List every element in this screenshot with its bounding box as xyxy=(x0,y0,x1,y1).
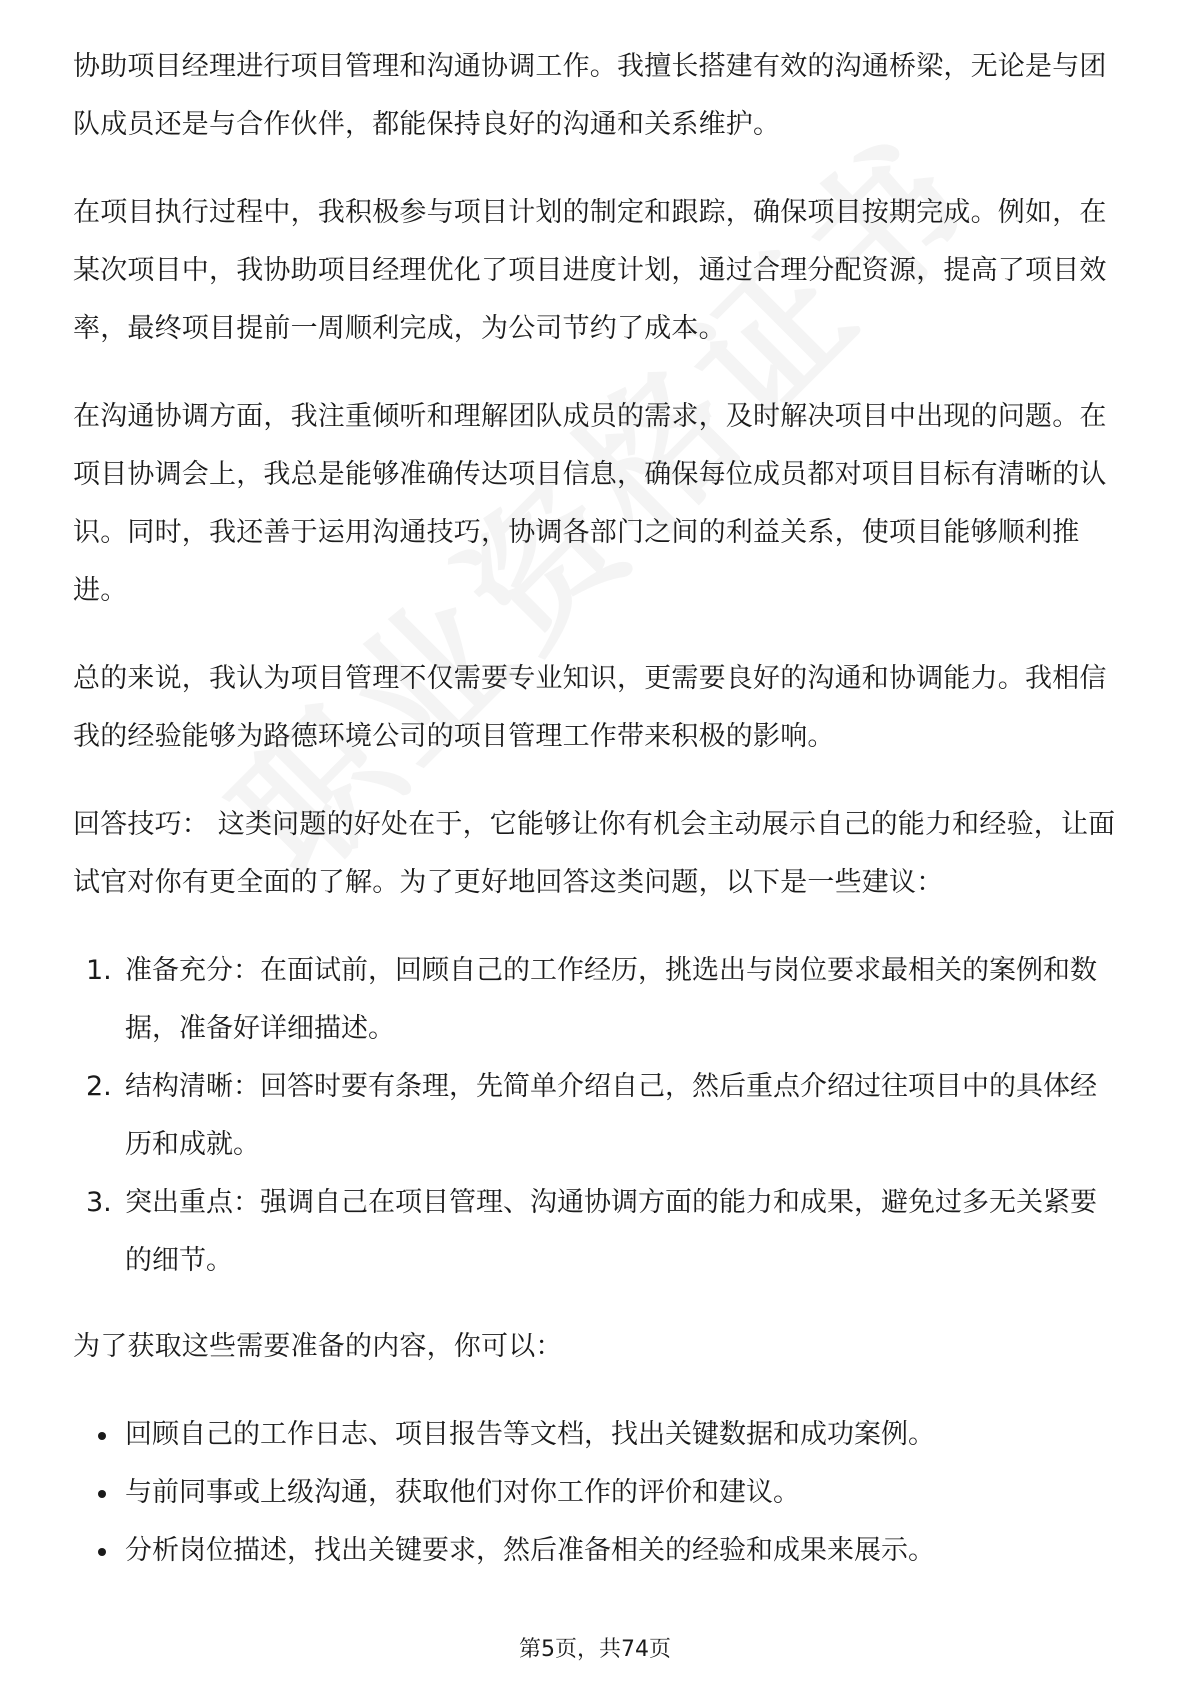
list-item-text: 回顾自己的工作日志、项目报告等文档，找出关键数据和成功案例。 xyxy=(125,1419,935,1450)
paragraph-answer-tips: 回答技巧： 这类问题的好处在于，它能够让你有机会主动展示自己的能力和经验，让面试官对你有更全面的了解。为了更好地回答这类问题，以下是一些建议： xyxy=(73,809,1116,898)
list-item xyxy=(73,1464,1118,1522)
list-item-text: 结构清晰：回答时要有条理，先简单介绍自己，然后重点介绍过往项目中的具体经历和成就。 xyxy=(125,1071,1097,1160)
list-item-text: 突出重点：强调自己在项目管理、沟通协调方面的能力和成果，避免过多无关紧要的细节。 xyxy=(125,1187,1097,1276)
list-item xyxy=(73,1406,1118,1464)
list-item xyxy=(73,1174,1118,1290)
paragraph-3: 在沟通协调方面，我注重倾听和理解团队成员的需求，及时解决项目中出现的问题。在项目协调会上，我总是能够准确传达项目信息，确保每位成员都对项目目标有清晰的认识。同时，我还善于运用沟通技巧，协调各部门之间的利益关系，使项目能够顺利推进。 xyxy=(73,401,1107,606)
bullet-icon xyxy=(98,1548,106,1556)
preparation-list xyxy=(73,1406,1118,1580)
document-page xyxy=(73,38,1118,1580)
list-item xyxy=(73,1522,1118,1580)
paragraph-2: 在项目执行过程中，我积极参与项目计划的制定和跟踪，确保项目按期完成。例如，在某次项目中，我协助项目经理优化了项目进度计划，通过合理分配资源，提高了项目效率，最终项目提前一周顺利完成，为公司节约了成本。 xyxy=(73,197,1107,344)
bullet-icon xyxy=(98,1432,106,1440)
paragraph-1: 协助项目经理进行项目管理和沟通协调工作。我擅长搭建有效的沟通桥梁，无论是与团队成员还是与合作伙伴，都能保持良好的沟通和关系维护。 xyxy=(73,51,1107,140)
page-number: 第5页，共74页 xyxy=(519,1637,671,1662)
list-item-text: 与前同事或上级沟通，获取他们对你工作的评价和建议。 xyxy=(125,1477,800,1508)
paragraph-preparation: 为了获取这些需要准备的内容，你可以： xyxy=(73,1331,563,1362)
list-item-text: 准备充分：在面试前，回顾自己的工作经历，挑选出与岗位要求最相关的案例和数据，准备好详细描述。 xyxy=(125,955,1097,1044)
list-item-number: 1. xyxy=(86,955,112,986)
bullet-icon xyxy=(98,1490,106,1498)
list-item-text: 分析岗位描述，找出关键要求，然后准备相关的经验和成果来展示。 xyxy=(125,1535,935,1566)
paragraph-4: 总的来说，我认为项目管理不仅需要专业知识，更需要良好的沟通和协调能力。我相信我的经验能够为路德环境公司的项目管理工作带来积极的影响。 xyxy=(73,663,1107,752)
list-item-number: 3. xyxy=(86,1187,112,1218)
tips-list xyxy=(73,942,1118,1290)
list-item xyxy=(73,1058,1118,1174)
list-item-number: 2. xyxy=(86,1071,112,1102)
list-item xyxy=(73,942,1118,1058)
